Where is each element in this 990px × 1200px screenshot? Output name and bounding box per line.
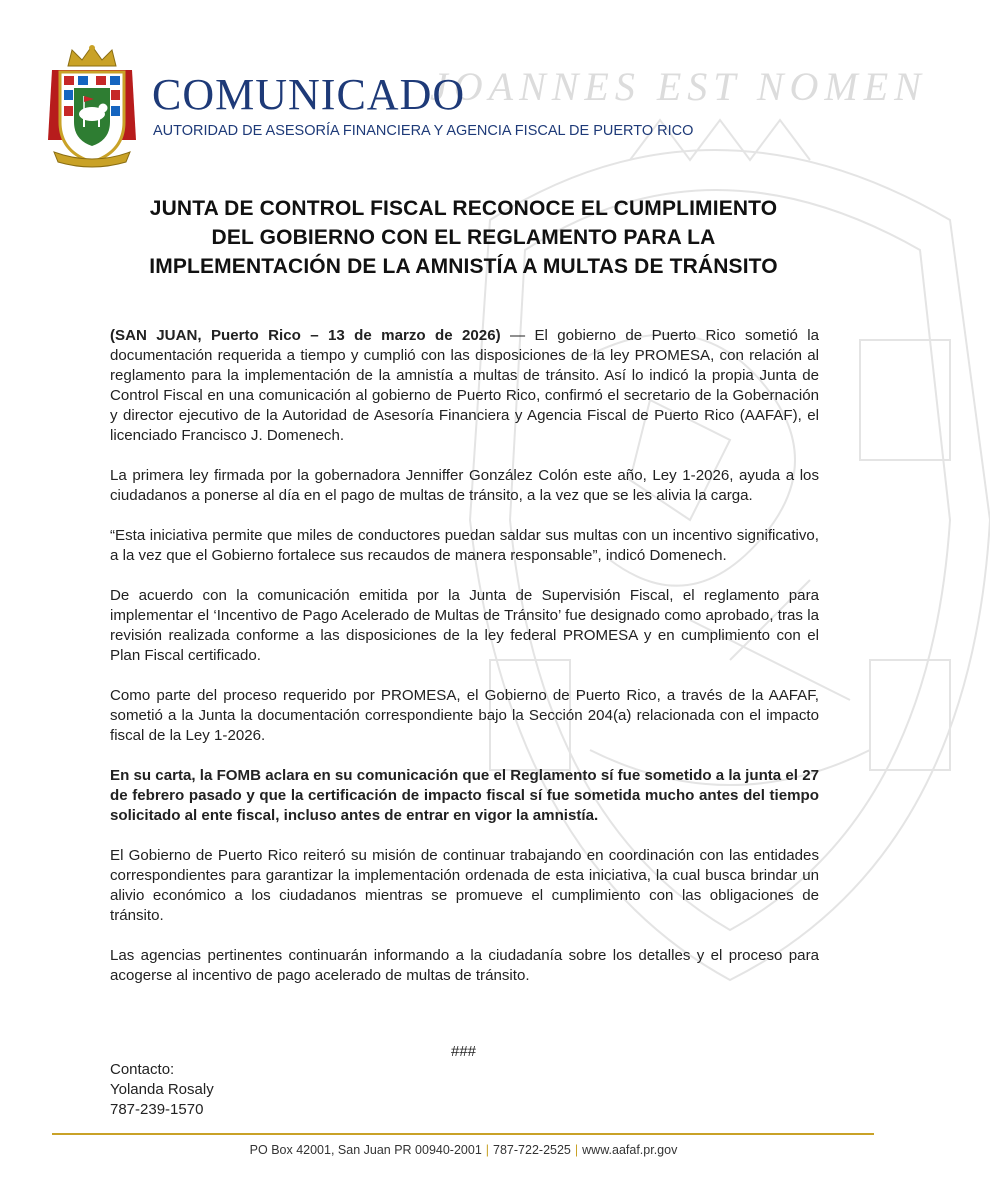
headline-line: JUNTA DE CONTROL FISCAL RECONOCE EL CUMPLIMIENTO [149,197,778,220]
paragraph: Como parte del proceso requerido por PROMESA, el Gobierno de Puerto Rico, a través de la AAFAF, sometió a la Junta la documentación correspondiente bajo la Sección 204(a) relacionada con el impacto fiscal de la Ley 1-2026. [110,687,819,744]
contact-label: Contacto: [110,1061,175,1078]
brand-title: COMUNICADO [152,70,466,119]
paragraph-lead-text: — El gobierno de Puerto Rico sometió la documentación requerida a tiempo y cumplió con las disposiciones de la ley PROMESA, con relación al reglamento para la implementación de la amnistía a multas de tránsito. Así lo indicó la propia Junta de Control Fiscal en una comunicación al gobierno de Puerto Rico, confirmó el secretario de la Gobernación y director ejecutivo de la Autoridad de Asesoría Financiera y Agencia Fiscal de Puerto Rico (AAFAF), el licenciado Francisco J. Domenech. [110,327,820,444]
headline-line: IMPLEMENTACIÓN DE LA AMNISTÍA A MULTAS DE TRÁNSITO [149,255,778,278]
footer [0,1142,927,1158]
dateline: (SAN JUAN, Puerto Rico – 13 de marzo de 2026) [110,327,501,344]
footer-website-link[interactable]: www.aafaf.pr.gov [582,1143,678,1157]
contact-name: Yolanda Rosaly [110,1081,214,1098]
footer-phone: 787-722-2525 [493,1143,571,1157]
footer-address: PO Box 42001, San Juan PR 00940-2001 [249,1143,482,1157]
footer-divider [52,1133,874,1135]
contact-block [110,1060,214,1120]
coat-of-arms-logo [46,44,138,168]
headline-line: DEL GOBIERNO CON EL REGLAMENTO PARA LA [211,226,716,249]
footer-separator: | [574,1143,579,1157]
press-release-headline [90,194,837,281]
contact-phone: 787-239-1570 [110,1101,204,1118]
paragraph: El Gobierno de Puerto Rico reiteró su misión de continuar trabajando en coordinación con las entidades correspondientes para garantizar la implementación ordenada de esta iniciativa, la cual busca brindar un alivio económico a los ciudadanos mientras se promueve el cumplimiento con las obligaciones de tránsito. [110,847,819,924]
paragraph: Las agencias pertinentes continuarán informando a la ciudadanía sobre los detalles y el proceso para acogerse al incentivo de pago acelerado de multas de tránsito. [110,947,819,984]
paragraph: La primera ley firmada por la gobernadora Jenniffer González Colón este año, Ley 1-2026, ayuda a los ciudadanos a ponerse al día en el pago de multas de tránsito, a la vez que se les alivia la carga. [110,467,819,504]
paragraph-lead [110,326,819,446]
end-marker: ### [450,1043,477,1060]
footer-separator: | [485,1143,490,1157]
watermark-motto: JOANNES EST NOMEN [430,64,927,109]
paragraph-quote: “Esta iniciativa permite que miles de conductores puedan saldar sus multas con un incentivo significativo, a la vez que el Gobierno fortalece sus recaudos de manera responsable”, indicó Domenech. [110,527,819,564]
brand-subtitle: AUTORIDAD DE ASESORÍA FINANCIERA Y AGENCIA FISCAL DE PUERTO RICO [153,123,694,139]
press-release-body [110,326,819,986]
paragraph: De acuerdo con la comunicación emitida por la Junta de Supervisión Fiscal, el reglamento para implementar el ‘Incentivo de Pago Acelerado de Multas de Tránsito’ fue designado como aprobado, tras la revisión realizada conforme a las disposiciones de la ley federal PROMESA y en cumplimiento con el Plan Fiscal certificado. [110,587,819,664]
paragraph-bold: En su carta, la FOMB aclara en su comunicación que el Reglamento sí fue sometido a la junta el 27 de febrero pasado y que la certificación de impacto fiscal sí fue sometida mucho antes del tiempo solicitado al ente fiscal, incluso antes de entrar en vigor la amnistía. [110,767,819,824]
